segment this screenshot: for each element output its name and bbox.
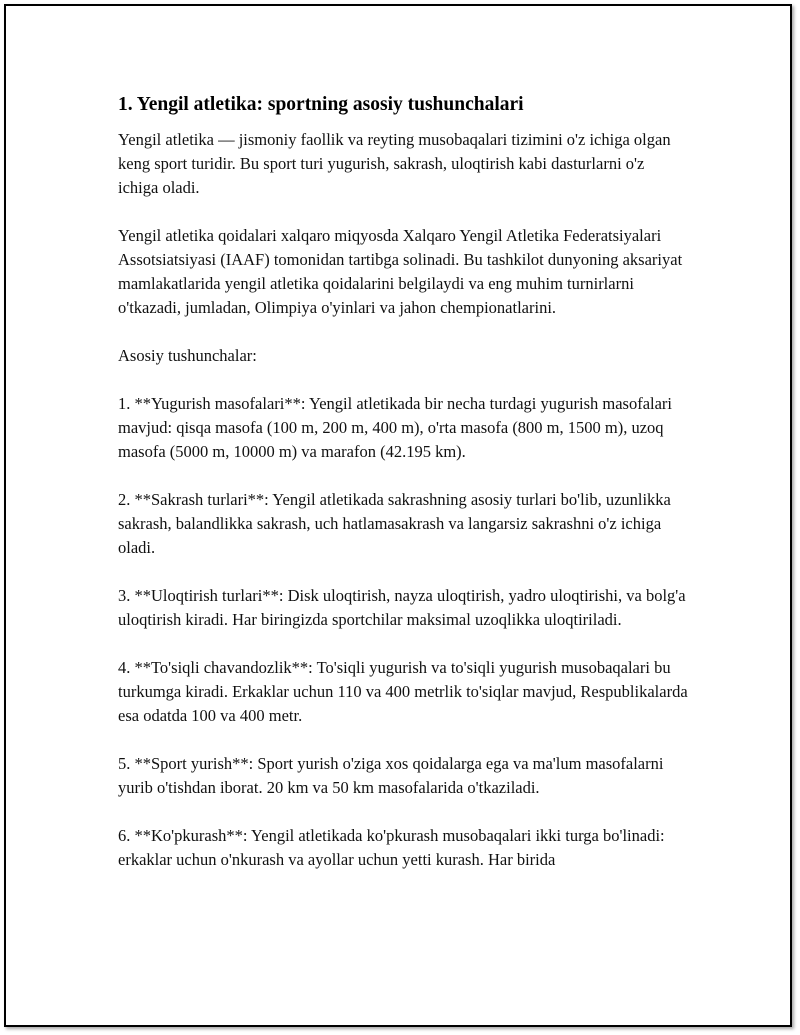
intro-paragraph: Yengil atletika — jismoniy faollik va reyting musobaqalari tizimini o'z ichiga olgan keng sport turidir. Bu sport turi yugurish, sakrash, uloqtirish kabi dasturlarni o'z ichiga oladi. bbox=[118, 130, 671, 197]
list-item-combined-events: 6. **Ko'pkurash**: Yengil atletikada ko'pkurash musobaqalari ikki turga bo'linadi: erkaklar uchun o'nkurash va ayollar uchun yetti kurash. Har birida bbox=[118, 826, 665, 869]
document-body bbox=[118, 92, 688, 896]
list-item-running: 1. **Yugurish masofalari**: Yengil atletikada bir necha turdagi yugurish masofalari mavjud: qisqa masofa (100 m, 200 m, 400 m), o'rta masofa (800 m, 1500 m), uzoq masofa (5000 m, 10000 m) va marafon (42.195 km). bbox=[118, 394, 672, 461]
list-item-throwing: 3. **Uloqtirish turlari**: Disk uloqtirish, nayza uloqtirish, yadro uloqtirishi, va bolg'a uloqtirish kiradi. Har biringizda sportchilar maksimal uzoqlikka uloqtiriladi. bbox=[118, 586, 686, 629]
list-item-race-walking: 5. **Sport yurish**: Sport yurish o'ziga xos qoidalarga ega va ma'lum masofalarni yurib o'tishdan iborat. 20 km va 50 km masofalarida o'tkaziladi. bbox=[118, 754, 664, 797]
iaaf-paragraph: Yengil atletika qoidalari xalqaro miqyosda Xalqaro Yengil Atletika Federatsiyalari Assotsiatsiyasi (IAAF) tomonidan tartibga solinadi. Bu tashkilot dunyoning aksariyat mamlakatlarida yengil atletika qoidalarini belgilaydi va eng muhim turnirlarni o'tkazadi, jumladan, Olimpiya o'yinlari va jahon chempionatlarini. bbox=[118, 226, 683, 317]
document-title: 1. Yengil atletika: sportning asosiy tushunchalari bbox=[118, 94, 524, 115]
list-item-hurdles: 4. **To'siqli chavandozlik**: To'siqli yugurish va to'siqli yugurish musobaqalari bu turkumga kiradi. Erkaklar uchun 110 va 400 metrlik to'siqlar mavjud, Respublikalarda esa odatda 100 va 400 metr. bbox=[118, 658, 688, 725]
key-concepts-heading: Asosiy tushunchalar: bbox=[118, 346, 257, 365]
list-item-jumping: 2. **Sakrash turlari**: Yengil atletikada sakrashning asosiy turlari bo'lib, uzunlikka sakrash, balandlikka sakrash, uch hatlamasakrash va langarsiz sakrashni o'z ichiga oladi. bbox=[118, 490, 671, 557]
